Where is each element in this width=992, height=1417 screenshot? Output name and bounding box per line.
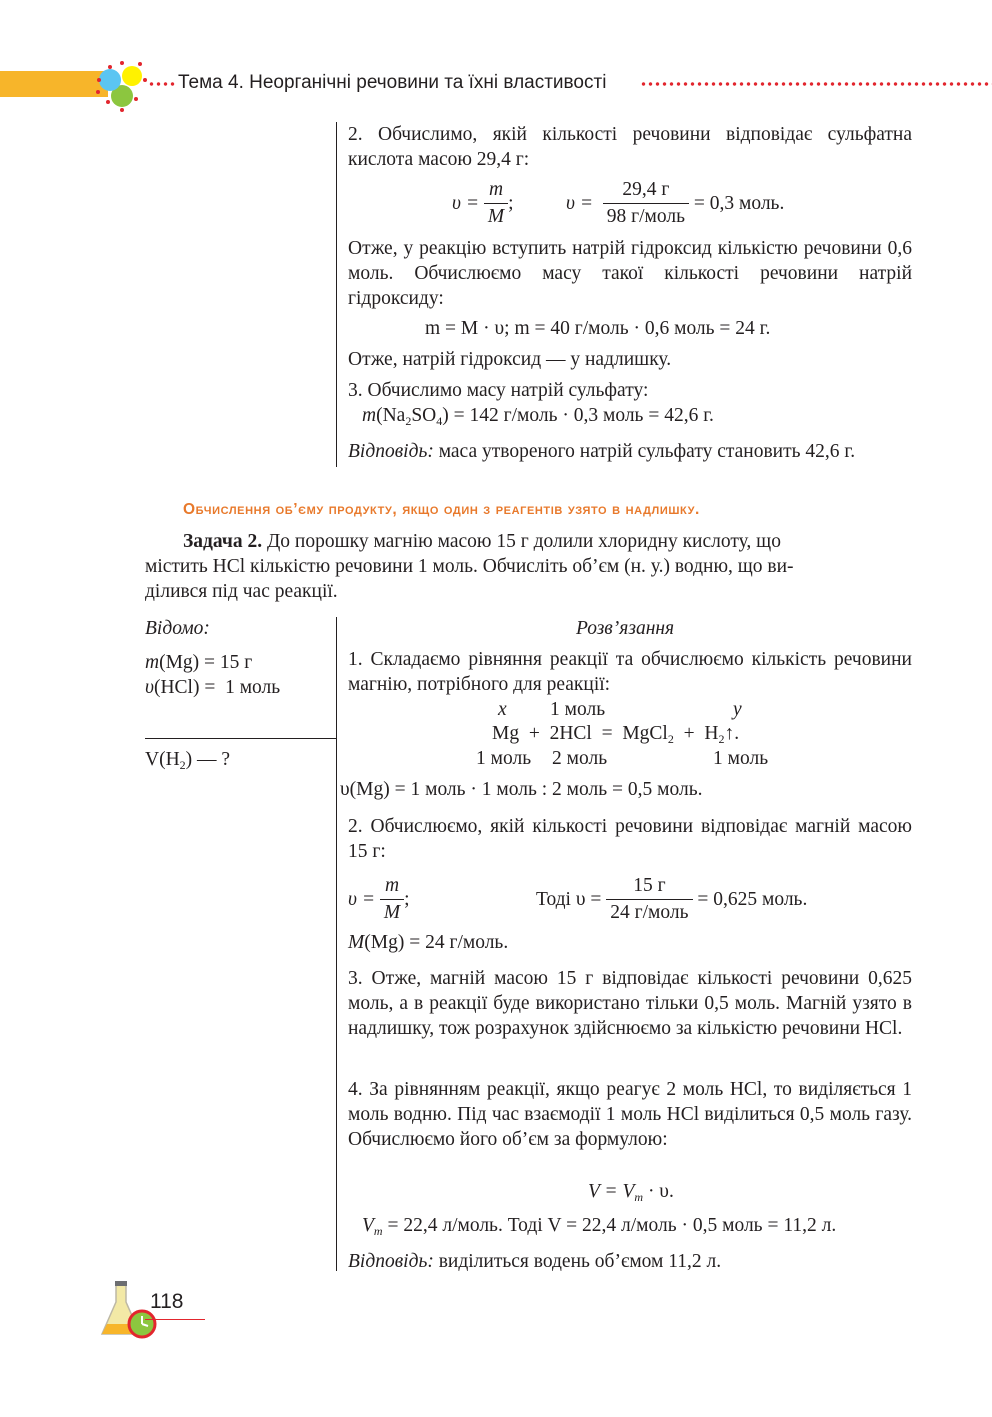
fraction-m-M xyxy=(484,179,508,228)
formula-n-m-over-M xyxy=(452,176,514,230)
formula-volume: $V = V_m \cdot \upsilon$. xyxy=(588,1181,674,1204)
block1-answer xyxy=(348,439,855,464)
solution-answer xyxy=(348,1249,721,1274)
given-line-1: m(Mg) = 15 г xyxy=(145,652,253,673)
formula-n-mg-value: Тоді υ = $\frac{15 г}{\text{24 г/моль}}$ = 0,625 моль. xyxy=(536,874,808,923)
solution-step-1: 1. Складаємо рівняння реакції та обчислюємо кількість речовини магнію, потрібного для реакції: xyxy=(348,649,912,695)
given-title: Відомо: xyxy=(145,618,210,639)
eq-bottom-c: 1 моль xyxy=(713,748,769,769)
given-line-2: υ(HCl) = 1 моль xyxy=(145,677,281,698)
header-dots-left xyxy=(148,82,176,86)
solution-title: Розв’язання xyxy=(576,618,675,639)
molar-mass-mg: M(Mg) = 24 г/моль. xyxy=(348,932,509,953)
formula-lhs: υ = xyxy=(566,192,593,214)
formula-n-m-over-M-2: υ = $\frac{m}{M}$ ; xyxy=(348,874,410,923)
page-number: 118 xyxy=(150,1290,184,1313)
eq-bottom-b: 2 моль xyxy=(552,748,608,769)
find-line: $V(H_2)$ — ? xyxy=(145,749,231,772)
fraction-15-24: $\frac{15 г}{\text{24 г/моль}}$ xyxy=(606,875,692,924)
eq-top-1mol: 1 моль xyxy=(550,699,606,720)
task2-text-1: До порошку магнію масою 15 г долили хлоридну кислоту, що xyxy=(267,531,781,552)
block1-paragraph-1: 2. Обчислимо, якій кількості речовини відповідає сульфатна кислота масою 29,4 г: xyxy=(348,124,912,170)
fraction-denominator: 98 г/моль xyxy=(606,205,685,227)
header-title: Тема 4. Неорганічні речовини та їхні властивості xyxy=(178,72,607,93)
solution-step-2: 2. Обчислюємо, якій кількості речовини відповідає магній масою 15 г: xyxy=(348,816,912,862)
block1-paragraph-3: Отже, натрій гідроксид — у надлишку. xyxy=(348,349,672,370)
eq-top-y: y xyxy=(733,699,742,720)
header-molecule-icon xyxy=(92,58,152,114)
formula-result: = 0,3 моль. xyxy=(693,192,785,214)
page-number-underline xyxy=(145,1319,205,1320)
reaction-equation: Mg + 2HCl = MgCl$_2$ + $H_2↑$. xyxy=(492,723,740,746)
solution-vertical-rule xyxy=(336,617,337,1271)
eq-bottom-a: 1 моль xyxy=(476,748,532,769)
formula-separator: ; xyxy=(508,192,514,214)
answer-label: Відповідь: xyxy=(348,441,434,462)
formula-volume-calc: $V_m = 22,4$ л/моль. Тоді V = 22,4 л/моль · 0,5 моль = 11,2 л. xyxy=(362,1215,837,1238)
formula-mass-na2so4: $m(Na_2SO_4) = 142$ г/моль · 0,3 моль = 42,6 г. xyxy=(362,405,714,428)
fraction-numerator: m xyxy=(484,179,508,204)
task2-line-2: містить HCl кількістю речовини 1 моль. Обчисліть об’єм (н. у.) водню, що ви- xyxy=(145,556,794,577)
block1-paragraph-4: 3. Обчислимо масу натрій сульфату: xyxy=(348,380,649,401)
fraction-denominator: M xyxy=(487,205,505,227)
solution-step-4: 4. За рівнянням реакції, якщо реагує 2 моль HCl, то виділяється 1 моль водню. Під час взаємодії 1 моль HCl виділиться 0,5 моль газу. Обчислюємо його об’єм за формулою: xyxy=(348,1079,912,1150)
task2-label: Задача 2. xyxy=(183,531,263,552)
given-horizontal-rule xyxy=(145,738,337,739)
formula-lhs: υ = xyxy=(452,192,479,214)
block1-paragraph-2: Отже, у реакцію вступить натрій гідроксид кількістю речовини 0,6 моль. Обчислюємо масу такої кількості речовини натрій гідроксиду: xyxy=(348,238,912,309)
section-heading: Обчислення об’єму продукту, якщо один з реагентів узято в надлишку. xyxy=(183,501,700,518)
header-dots-right xyxy=(640,82,992,86)
formula-n-value xyxy=(566,176,784,230)
answer-label: Відповідь: xyxy=(348,1251,434,1272)
eq-top-x: x xyxy=(498,699,507,720)
fraction-m-M: $\frac{m}{M}$ xyxy=(380,875,404,924)
task2-line-1 xyxy=(183,529,781,554)
fraction-numerator: 29,4 г xyxy=(603,179,689,204)
block1-vertical-rule xyxy=(336,122,337,467)
answer-text: виділиться водень об’ємом 11,2 л. xyxy=(438,1251,722,1272)
solution-step-3: 3. Отже, магній масою 15 г відповідає кількості речовини 0,625 моль, а в реакції буде використано тільки 0,5 моль. Магній узято в надлишку, тож розрахунок здійснюємо за кількістю речовини HCl. xyxy=(348,968,912,1039)
calc-n-mg: υ(Mg) = 1 моль · 1 моль : 2 моль = 0,5 моль. xyxy=(340,779,703,800)
fraction-mass-molar xyxy=(603,179,689,228)
task2-line-3: ділився під час реакції. xyxy=(145,581,338,602)
formula-mass-naoh: m = M · υ; m = 40 г/моль · 0,6 моль = 24 г. xyxy=(425,318,771,339)
answer-text: маса утвореного натрій сульфату становить 42,6 г. xyxy=(438,441,856,462)
